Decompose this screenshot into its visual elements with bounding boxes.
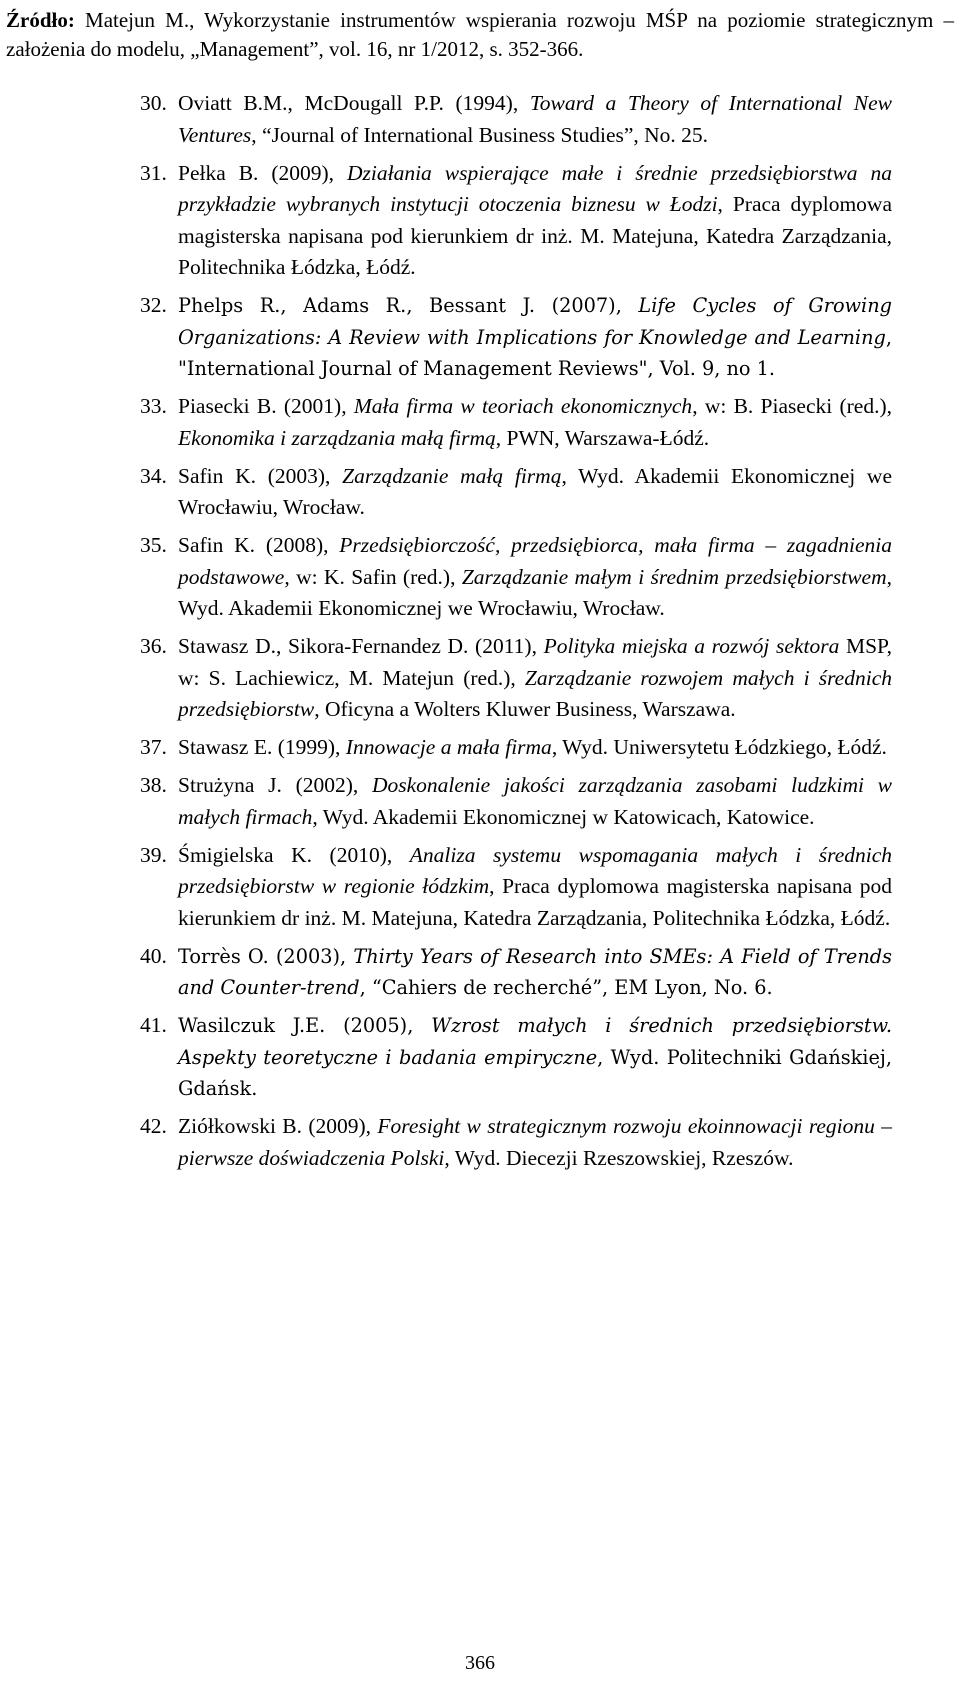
reference-item (140, 88, 892, 151)
reference-segment: , w: K. Safin (red.), (284, 564, 462, 589)
reference-segment: Wasilczuk J.E. (2005), (178, 1014, 432, 1037)
reference-text (178, 91, 892, 147)
reference-number: 35. (140, 533, 167, 557)
reference-segment: Ziółkowski B. (2009), (178, 1114, 378, 1138)
reference-segment: MSP, w: S. Lachiewicz, M. Matejun (red.), (178, 634, 893, 690)
source-label: Źródło: (6, 8, 75, 32)
reference-title: Analiza systemu wspomagania małych i średnich przedsiębiorstw w regionie łódzkim (178, 842, 893, 898)
reference-text (178, 464, 892, 520)
reference-segment: , Wyd. Uniwersytetu Łódzkiego, Łódź. (551, 735, 887, 759)
reference-item (140, 530, 892, 625)
reference-title: Mała firma w teoriach ekonomicznych (353, 394, 693, 418)
reference-segment: Torrès O. (2003), (178, 944, 354, 968)
reference-segment: , “Journal of International Business Studies”, No. 25. (251, 122, 709, 147)
reference-item (140, 631, 892, 726)
references-list (140, 88, 892, 1181)
reference-number: 38. (140, 773, 167, 797)
reference-item (140, 941, 892, 1004)
reference-segment: Pełka B. (2009), (178, 160, 347, 185)
reference-segment: , Oficyna a Wolters Kluwer Business, Warszawa. (314, 697, 736, 721)
reference-segment: Oviatt B.M., McDougall P.P. (1994), (178, 91, 530, 115)
reference-text (178, 394, 892, 450)
reference-segment: Śmigielska K. (2010), (178, 842, 410, 867)
reference-title: Innowacje a mała firma (345, 735, 552, 759)
reference-title: Działania wspierające małe i średnie przedsiębiorstwa na przykładzie wybranych instytucji otoczenia biznesu w Łodzi (178, 160, 892, 216)
reference-title: Polityka miejska a rozwój sektora (543, 634, 840, 658)
reference-number: 34. (140, 463, 167, 488)
reference-title: Wzrost małych i średnich przedsiębiorstw. Aspekty teoretyczne i badania empiryczne (178, 1014, 892, 1069)
reference-text (178, 533, 892, 620)
reference-segment: , Wyd. Akademii Ekonomicznej we Wrocławiu, Wrocław. (178, 463, 892, 519)
reference-number: 42. (140, 1114, 167, 1138)
reference-segment: Phelps R., Adams R., Bessant J. (2007), (178, 294, 639, 317)
reference-item (140, 770, 892, 833)
reference-text (178, 1114, 892, 1170)
reference-item (140, 1010, 892, 1105)
reference-segment: , Wyd. Politechniki Gdańskiej, Gdańsk. (178, 1045, 892, 1100)
reference-title: Zarządzanie małym i średnim przedsiębiorstwem (461, 564, 887, 589)
reference-number: 40. (140, 943, 167, 968)
reference-number: 30. (140, 91, 167, 115)
reference-segment: , "International Journal of Management Reviews", Vol. 9, no 1. (178, 325, 892, 380)
reference-segment: , Praca dyplomowa magisterska napisana pod kierunkiem dr inż. M. Matejuna, Katedra Zarządzania, Politechnika Łódzka, Łódź. (178, 192, 892, 279)
reference-item (140, 1111, 892, 1174)
reference-title: Przedsiębiorczość, przedsiębiorca, mała firma – zagadnienia podstawowe (178, 533, 892, 589)
reference-number: 39. (140, 842, 167, 867)
reference-text (178, 735, 887, 759)
reference-segment: , Wyd. Akademii Ekonomicznej we Wrocławiu, Wrocław. (178, 564, 892, 620)
reference-text (178, 294, 892, 380)
reference-text (178, 843, 892, 930)
reference-item (140, 840, 892, 935)
reference-title: Thirty Years of Research into SMEs: A Field of Trends and Counter-trend (178, 944, 892, 999)
reference-segment: Safin K. (2008), (178, 533, 340, 557)
reference-title: Ekonomika i zarządzania małą firmą (178, 425, 496, 450)
reference-title: Foresight w strategicznym rozwoju ekoinnowacji regionu – pierwsze doświadczenia Polski (178, 1114, 892, 1170)
reference-item (140, 290, 892, 385)
reference-segment: Stawasz E. (1999), (178, 735, 346, 759)
reference-text (178, 161, 892, 280)
reference-title: Doskonalenie jakości zarządzania zasobami ludzkimi w małych firmach (178, 773, 892, 829)
reference-number: 41. (140, 1013, 167, 1037)
reference-segment: Safin K. (2003), (178, 463, 343, 488)
reference-item (140, 158, 892, 284)
reference-number: 37. (140, 735, 167, 759)
reference-segment: Stawasz D., Sikora-Fernandez D. (2011), (178, 634, 544, 658)
reference-text (178, 945, 892, 1000)
reference-title: Zarządzanie rozwojem małych i średnich przedsiębiorstw (178, 665, 892, 721)
reference-segment: , “Cahiers de recherché”, EM Lyon, No. 6. (359, 976, 773, 999)
reference-number: 32. (140, 293, 167, 317)
reference-text (178, 634, 892, 721)
reference-segment: , Wyd. Diecezji Rzeszowskiej, Rzeszów. (444, 1145, 794, 1170)
reference-segment: , PWN, Warszawa-Łódź. (495, 425, 710, 450)
reference-item (140, 391, 892, 454)
reference-segment: Strużyna J. (2002), (178, 773, 372, 797)
reference-segment: Piasecki B. (2001), (178, 394, 354, 418)
source-text: Matejun M., Wykorzystanie instrumentów wspierania rozwoju MŚP na poziomie strategicznym – założenia do modelu, „Management”, vol. 16, nr 1/2012, s. 352-366. (6, 8, 955, 61)
reference-title: Toward a Theory of International New Ventures (178, 91, 892, 147)
reference-segment: , Praca dyplomowa magisterska napisana pod kierunkiem dr inż. M. Matejuna, Katedra Zarządzania, Politechnika Łódzka, Łódź. (178, 874, 892, 930)
reference-number: 33. (140, 394, 167, 418)
source-citation (6, 6, 954, 64)
reference-number: 36. (140, 634, 167, 658)
reference-title: Zarządzanie małą firmą (342, 463, 562, 488)
reference-number: 31. (140, 160, 167, 185)
reference-segment: , Wyd. Akademii Ekonomicznej w Katowicach, Katowice. (312, 804, 815, 829)
reference-text (178, 773, 892, 829)
reference-item (140, 461, 892, 524)
reference-item (140, 732, 892, 764)
reference-title: Life Cycles of Growing Organizations: A Review with Implications for Knowledge and Learning (178, 294, 892, 349)
reference-segment: , w: B. Piasecki (red.), (692, 394, 892, 418)
reference-text (178, 1014, 892, 1100)
page-number: 366 (465, 1652, 495, 1674)
